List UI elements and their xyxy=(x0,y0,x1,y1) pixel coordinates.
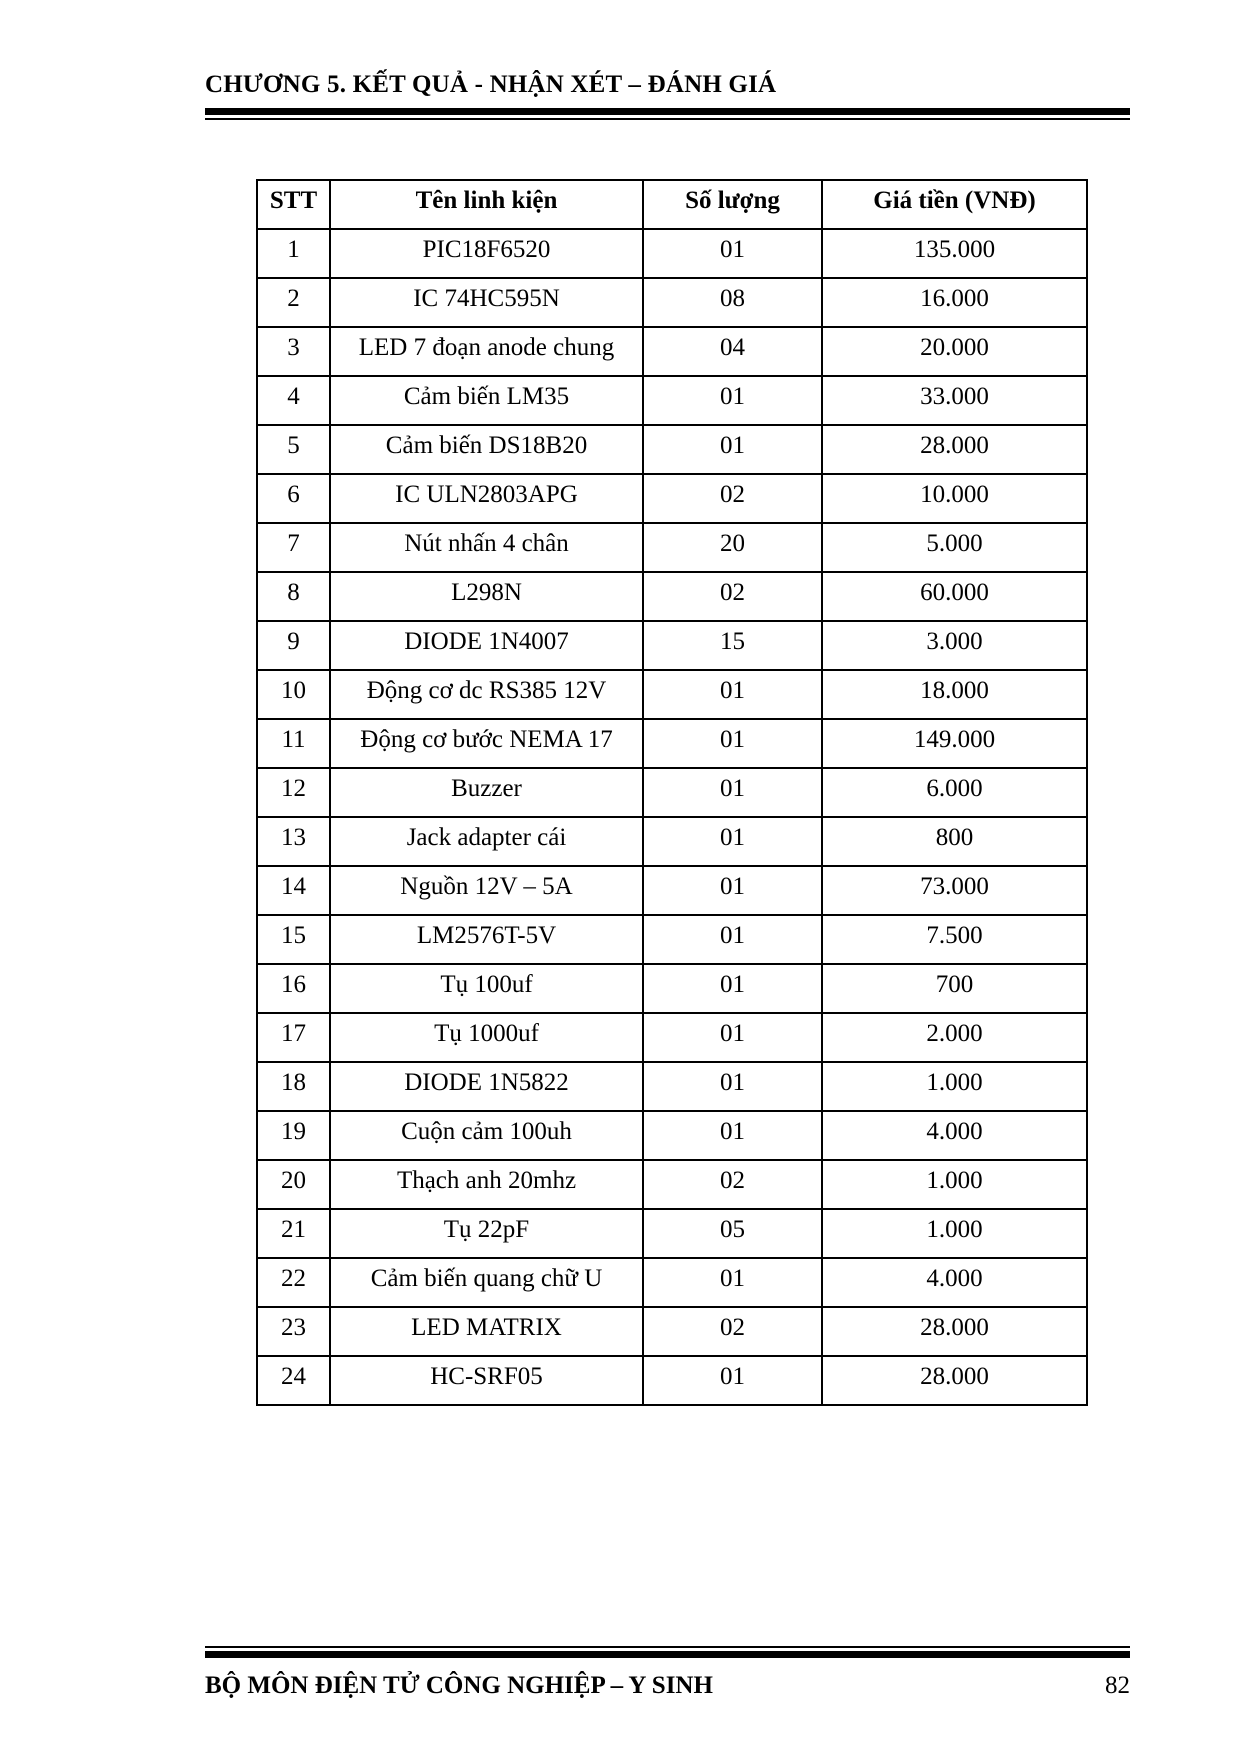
cell-stt: 2 xyxy=(257,278,330,327)
cell-quantity: 01 xyxy=(643,1111,822,1160)
table-row xyxy=(257,670,1087,719)
table-row xyxy=(257,425,1087,474)
table-row xyxy=(257,1209,1087,1258)
cell-component-name: PIC18F6520 xyxy=(330,229,643,278)
cell-stt: 17 xyxy=(257,1013,330,1062)
table-row xyxy=(257,474,1087,523)
cell-price: 800 xyxy=(822,817,1087,866)
cell-component-name: Động cơ dc RS385 12V xyxy=(330,670,643,719)
cell-stt: 12 xyxy=(257,768,330,817)
page-number: 82 xyxy=(1105,1672,1130,1699)
cell-component-name: Nguồn 12V – 5A xyxy=(330,866,643,915)
header-stt: STT xyxy=(257,180,330,229)
table-row xyxy=(257,278,1087,327)
cell-stt: 10 xyxy=(257,670,330,719)
cell-component-name: Nút nhấn 4 chân xyxy=(330,523,643,572)
cell-component-name: DIODE 1N4007 xyxy=(330,621,643,670)
cell-price: 28.000 xyxy=(822,1356,1087,1405)
cell-component-name: IC 74HC595N xyxy=(330,278,643,327)
table-row xyxy=(257,621,1087,670)
cell-stt: 22 xyxy=(257,1258,330,1307)
page-header xyxy=(205,72,1130,97)
cell-price: 5.000 xyxy=(822,523,1087,572)
component-cost-table xyxy=(256,179,1088,1406)
cell-quantity: 05 xyxy=(643,1209,822,1258)
cell-component-name: Tụ 100uf xyxy=(330,964,643,1013)
cell-stt: 19 xyxy=(257,1111,330,1160)
cell-quantity: 02 xyxy=(643,572,822,621)
header-rule-thick xyxy=(205,108,1130,115)
table-row xyxy=(257,964,1087,1013)
cell-quantity: 02 xyxy=(643,1160,822,1209)
table-row xyxy=(257,866,1087,915)
cell-stt: 3 xyxy=(257,327,330,376)
cell-component-name: Động cơ bước NEMA 17 xyxy=(330,719,643,768)
header-quantity: Số lượng xyxy=(643,180,822,229)
cell-component-name: DIODE 1N5822 xyxy=(330,1062,643,1111)
cell-stt: 1 xyxy=(257,229,330,278)
cell-stt: 13 xyxy=(257,817,330,866)
table-row xyxy=(257,915,1087,964)
cell-stt: 7 xyxy=(257,523,330,572)
cell-price: 2.000 xyxy=(822,1013,1087,1062)
cell-component-name: Tụ 1000uf xyxy=(330,1013,643,1062)
cell-quantity: 01 xyxy=(643,1258,822,1307)
table-row xyxy=(257,719,1087,768)
cell-component-name: HC-SRF05 xyxy=(330,1356,643,1405)
cell-price: 4.000 xyxy=(822,1111,1087,1160)
table-row xyxy=(257,1160,1087,1209)
table-row xyxy=(257,1013,1087,1062)
cell-price: 700 xyxy=(822,964,1087,1013)
cell-quantity: 15 xyxy=(643,621,822,670)
cell-quantity: 04 xyxy=(643,327,822,376)
cell-quantity: 01 xyxy=(643,1356,822,1405)
cell-price: 10.000 xyxy=(822,474,1087,523)
cell-price: 28.000 xyxy=(822,425,1087,474)
cell-component-name: Cảm biến quang chữ U xyxy=(330,1258,643,1307)
cell-stt: 5 xyxy=(257,425,330,474)
table-row xyxy=(257,1062,1087,1111)
cell-quantity: 20 xyxy=(643,523,822,572)
cell-price: 73.000 xyxy=(822,866,1087,915)
cell-quantity: 01 xyxy=(643,670,822,719)
header-rule-thin xyxy=(205,118,1130,120)
cell-quantity: 08 xyxy=(643,278,822,327)
cell-stt: 9 xyxy=(257,621,330,670)
cell-stt: 8 xyxy=(257,572,330,621)
cell-component-name: L298N xyxy=(330,572,643,621)
footer-rule-thick xyxy=(205,1651,1130,1658)
cell-quantity: 01 xyxy=(643,425,822,474)
cell-price: 149.000 xyxy=(822,719,1087,768)
cell-quantity: 01 xyxy=(643,964,822,1013)
cell-price: 7.500 xyxy=(822,915,1087,964)
table-row xyxy=(257,1258,1087,1307)
cell-component-name: IC ULN2803APG xyxy=(330,474,643,523)
cell-stt: 6 xyxy=(257,474,330,523)
cell-component-name: Jack adapter cái xyxy=(330,817,643,866)
cell-quantity: 01 xyxy=(643,1062,822,1111)
cell-component-name: Cuộn cảm 100uh xyxy=(330,1111,643,1160)
cell-price: 60.000 xyxy=(822,572,1087,621)
cell-quantity: 01 xyxy=(643,1013,822,1062)
cell-price: 1.000 xyxy=(822,1062,1087,1111)
department-name: BỘ MÔN ĐIỆN TỬ CÔNG NGHIỆP – Y SINH xyxy=(205,1672,713,1699)
cell-component-name: LED 7 đoạn anode chung xyxy=(330,327,643,376)
cell-component-name: LED MATRIX xyxy=(330,1307,643,1356)
table-row xyxy=(257,1307,1087,1356)
cell-component-name: Buzzer xyxy=(330,768,643,817)
header-price: Giá tiền (VNĐ) xyxy=(822,180,1087,229)
cell-price: 135.000 xyxy=(822,229,1087,278)
cell-stt: 4 xyxy=(257,376,330,425)
table-row xyxy=(257,1111,1087,1160)
cell-stt: 14 xyxy=(257,866,330,915)
cell-quantity: 01 xyxy=(643,915,822,964)
cell-stt: 18 xyxy=(257,1062,330,1111)
cell-stt: 24 xyxy=(257,1356,330,1405)
table-row xyxy=(257,229,1087,278)
cell-price: 16.000 xyxy=(822,278,1087,327)
cell-component-name: Cảm biến LM35 xyxy=(330,376,643,425)
cell-price: 18.000 xyxy=(822,670,1087,719)
cell-price: 1.000 xyxy=(822,1209,1087,1258)
cell-component-name: LM2576T-5V xyxy=(330,915,643,964)
cell-quantity: 01 xyxy=(643,229,822,278)
cell-component-name: Thạch anh 20mhz xyxy=(330,1160,643,1209)
cell-price: 28.000 xyxy=(822,1307,1087,1356)
cell-price: 33.000 xyxy=(822,376,1087,425)
cell-quantity: 02 xyxy=(643,474,822,523)
header-component-name: Tên linh kiện xyxy=(330,180,643,229)
cell-quantity: 01 xyxy=(643,817,822,866)
cell-price: 6.000 xyxy=(822,768,1087,817)
cell-stt: 23 xyxy=(257,1307,330,1356)
table-row xyxy=(257,523,1087,572)
cell-quantity: 02 xyxy=(643,1307,822,1356)
cell-component-name: Cảm biến DS18B20 xyxy=(330,425,643,474)
cell-stt: 21 xyxy=(257,1209,330,1258)
table-row xyxy=(257,817,1087,866)
table-row xyxy=(257,572,1087,621)
table-row xyxy=(257,376,1087,425)
cell-stt: 15 xyxy=(257,915,330,964)
cell-price: 20.000 xyxy=(822,327,1087,376)
table-header-row xyxy=(257,180,1087,229)
cell-component-name: Tụ 22pF xyxy=(330,1209,643,1258)
cell-stt: 20 xyxy=(257,1160,330,1209)
cell-price: 4.000 xyxy=(822,1258,1087,1307)
cell-price: 3.000 xyxy=(822,621,1087,670)
table-row xyxy=(257,1356,1087,1405)
cell-stt: 16 xyxy=(257,964,330,1013)
table-body xyxy=(257,229,1087,1405)
cell-quantity: 01 xyxy=(643,719,822,768)
cell-price: 1.000 xyxy=(822,1160,1087,1209)
cell-quantity: 01 xyxy=(643,376,822,425)
cell-quantity: 01 xyxy=(643,768,822,817)
table-row xyxy=(257,327,1087,376)
cell-quantity: 01 xyxy=(643,866,822,915)
table-row xyxy=(257,768,1087,817)
chapter-title: CHƯƠNG 5. KẾT QUẢ - NHẬN XÉT – ĐÁNH GIÁ xyxy=(205,71,777,98)
cell-stt: 11 xyxy=(257,719,330,768)
footer-rule-thin xyxy=(205,1646,1130,1648)
